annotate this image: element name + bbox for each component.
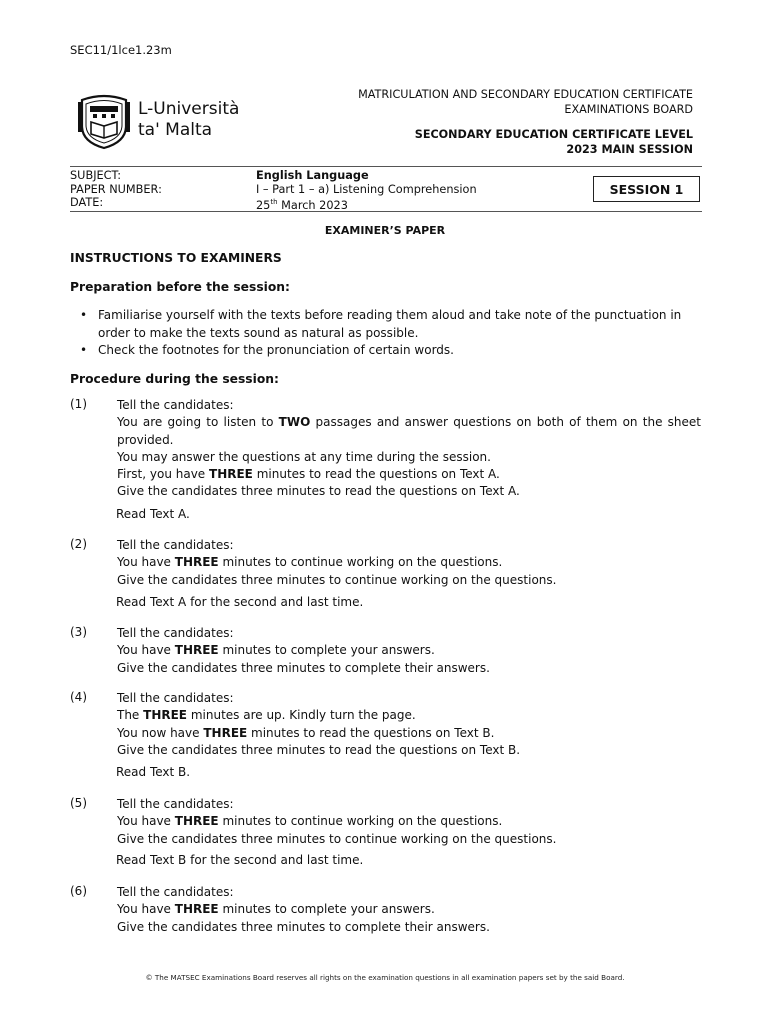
university-wordmark bbox=[138, 99, 239, 141]
read-text-note: Read Text B for the second and last time. bbox=[116, 853, 364, 867]
step-line: You may answer the questions at any time during the session. bbox=[117, 449, 491, 464]
instructions-heading: INSTRUCTIONS TO EXAMINERS bbox=[70, 251, 282, 265]
step-line: Give the candidates three minutes to complete their answers. bbox=[117, 660, 490, 675]
step-5-body bbox=[117, 796, 701, 848]
step-line: Give the candidates three minutes to read the questions on Text A. bbox=[117, 484, 520, 499]
step-line: First, you have THREE minutes to read the questions on Text A. bbox=[117, 467, 500, 482]
preparation-heading: Preparation before the session: bbox=[70, 280, 290, 294]
read-text-note: Read Text B. bbox=[116, 765, 191, 779]
subject-label: SUBJECT: bbox=[70, 169, 122, 182]
step-number: (6) bbox=[70, 884, 87, 898]
date-suffix: th bbox=[270, 198, 278, 206]
certificate-level bbox=[415, 128, 693, 157]
date-value bbox=[256, 196, 477, 212]
level-line-2: 2023 MAIN SESSION bbox=[566, 142, 693, 156]
session-badge: SESSION 1 bbox=[593, 176, 700, 202]
step-line: Give the candidates three minutes to complete their answers. bbox=[117, 919, 490, 934]
step-6-body bbox=[117, 884, 701, 936]
step-line: Give the candidates three minutes to continue working on the questions. bbox=[117, 831, 557, 846]
paper-title: EXAMINER’S PAPER bbox=[324, 224, 446, 237]
meta-labels bbox=[70, 169, 162, 210]
step-number: (2) bbox=[70, 537, 87, 551]
step-number: (5) bbox=[70, 796, 87, 810]
step-line: Give the candidates three minutes to read the questions on Text B. bbox=[117, 742, 521, 757]
document-reference-code: SEC11/1lce1.23m bbox=[70, 43, 172, 57]
step-line: You have THREE minutes to complete your answers. bbox=[117, 902, 435, 917]
list-item bbox=[80, 342, 710, 360]
board-line-2: EXAMINATIONS BOARD bbox=[564, 102, 693, 116]
copyright-footer: © The MATSEC Examinations Board reserves all rights on the examination questions in all examination papers set by the said Board. bbox=[145, 973, 625, 982]
preparation-list bbox=[80, 307, 710, 360]
examinations-board-name bbox=[358, 88, 693, 117]
step-line: You have THREE minutes to continue working on the questions. bbox=[117, 814, 503, 829]
step-number: (1) bbox=[70, 397, 87, 411]
bullet-text: Familiarise yourself with the texts before reading them aloud and take note of the punctuation in order to make the texts sound as natural as possible. bbox=[98, 308, 682, 340]
procedure-heading: Procedure during the session: bbox=[70, 372, 279, 386]
step-3-body bbox=[117, 625, 701, 677]
step-number: (3) bbox=[70, 625, 87, 639]
bullet-icon: • bbox=[80, 343, 88, 357]
step-instruction: Tell the candidates: bbox=[117, 885, 234, 899]
step-line: You have THREE minutes to continue working on the questions. bbox=[117, 555, 503, 570]
step-instruction: Tell the candidates: bbox=[117, 398, 234, 412]
date-month-year: March 2023 bbox=[277, 198, 348, 212]
wordmark-line-2: ta' Malta bbox=[138, 120, 213, 140]
level-line-1: SECONDARY EDUCATION CERTIFICATE LEVEL bbox=[414, 128, 693, 141]
date-day: 25 bbox=[256, 198, 271, 212]
wordmark-line-1: L-Università bbox=[138, 99, 240, 119]
meta-values bbox=[256, 169, 477, 212]
step-line: You now have THREE minutes to read the questions on Text B. bbox=[117, 725, 495, 740]
step-line: The THREE minutes are up. Kindly turn the page. bbox=[117, 708, 416, 723]
step-instruction: Tell the candidates: bbox=[117, 797, 234, 811]
subject-value: English Language bbox=[256, 169, 369, 182]
step-1-body bbox=[117, 397, 701, 501]
step-4-body bbox=[117, 690, 701, 759]
board-line-1: MATRICULATION AND SECONDARY EDUCATION CERTIFICATE bbox=[358, 88, 693, 101]
university-crest-icon bbox=[76, 92, 132, 150]
step-instruction: Tell the candidates: bbox=[117, 538, 234, 552]
step-number: (4) bbox=[70, 690, 87, 704]
paper-number-label: PAPER NUMBER: bbox=[70, 182, 162, 196]
step-instruction: Tell the candidates: bbox=[117, 691, 234, 705]
step-2-body bbox=[117, 537, 701, 589]
divider-top bbox=[70, 166, 702, 167]
list-item bbox=[80, 307, 710, 342]
step-line: You are going to listen to TWO passages and answer questions on both of them on the sheet provided. bbox=[117, 415, 702, 447]
divider-bottom bbox=[70, 211, 702, 212]
step-line: Give the candidates three minutes to continue working on the questions. bbox=[117, 572, 557, 587]
bullet-icon: • bbox=[80, 308, 88, 322]
read-text-note: Read Text A for the second and last time. bbox=[116, 595, 364, 609]
step-line: You have THREE minutes to complete your answers. bbox=[117, 643, 435, 658]
bullet-text: Check the footnotes for the pronunciation of certain words. bbox=[98, 343, 454, 357]
date-label: DATE: bbox=[70, 196, 104, 209]
step-instruction: Tell the candidates: bbox=[117, 626, 234, 640]
paper-number-value: I – Part 1 – a) Listening Comprehension bbox=[256, 182, 477, 196]
read-text-note: Read Text A. bbox=[116, 507, 190, 521]
